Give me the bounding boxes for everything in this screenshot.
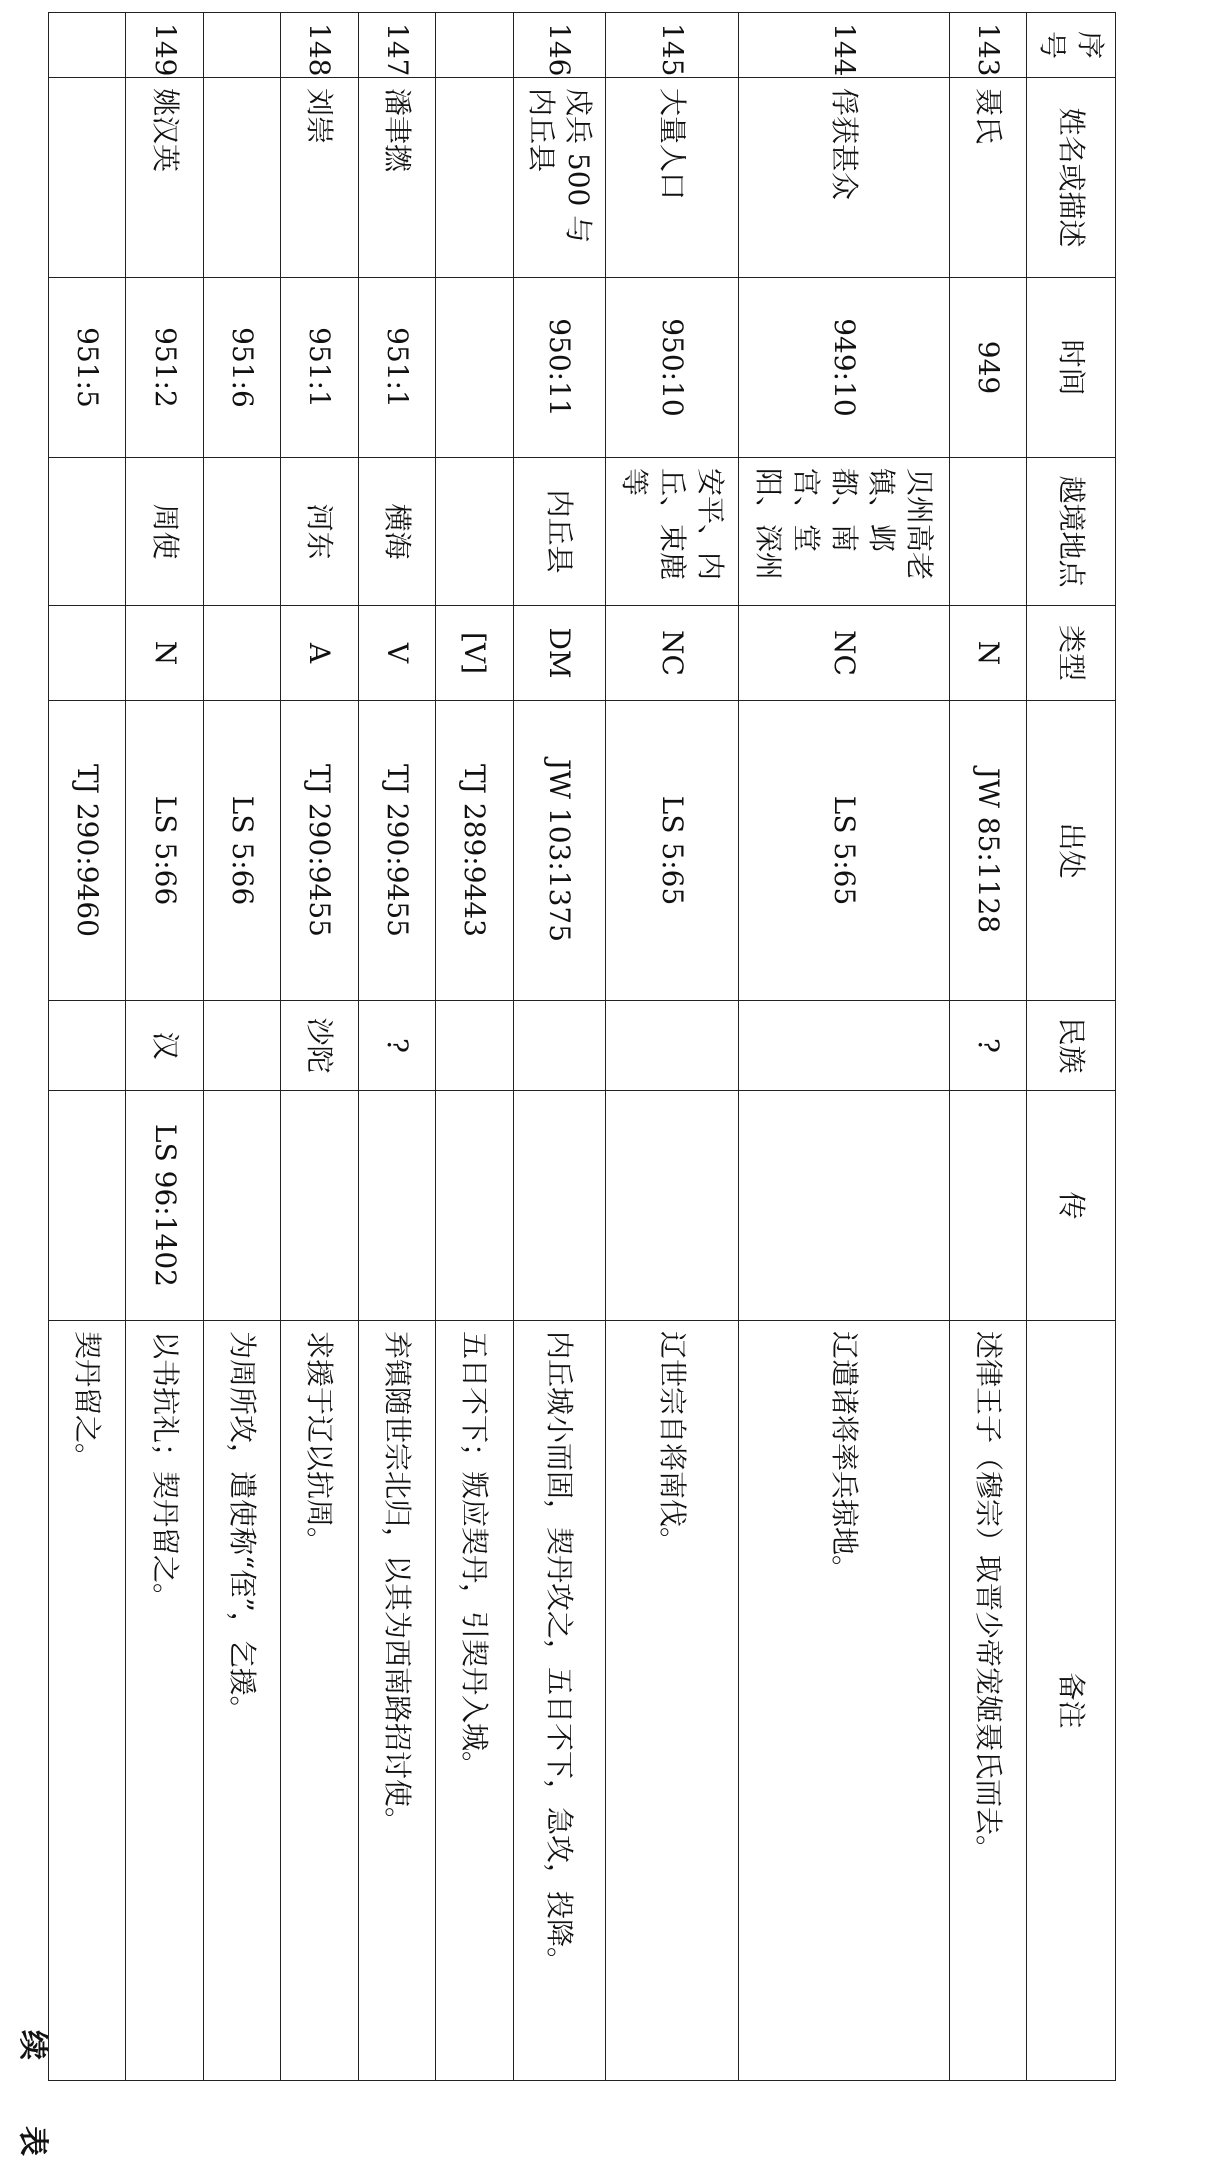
cell-name — [49, 78, 126, 278]
cell-note: 以书抗礼；契丹留之。 — [126, 1321, 203, 2081]
header-cell-ethnicity: 民族 — [1027, 1001, 1116, 1091]
cell-note: 契丹留之。 — [49, 1321, 126, 2081]
cell-name — [436, 78, 513, 278]
cell-source: LS 5:66 — [203, 701, 280, 1001]
table-row — [358, 13, 435, 2081]
cell-type — [203, 606, 280, 701]
cell-place — [49, 458, 126, 606]
cell-name: 俘获甚众 — [738, 78, 949, 278]
cell-ethnicity: ? — [949, 1001, 1026, 1091]
cell-no — [436, 13, 513, 78]
cell-no: 143 — [949, 13, 1026, 78]
cell-biography — [281, 1091, 358, 1321]
cell-note: 述律王子（穆宗）取晋少帝宠姬聂氏而去。 — [949, 1321, 1026, 2081]
header-cell-type: 类型 — [1027, 606, 1116, 701]
cell-source: JW 103:1375 — [513, 701, 606, 1001]
table-row — [203, 13, 280, 2081]
cell-biography — [606, 1091, 738, 1321]
header-cell-biography: 传 — [1027, 1091, 1116, 1321]
cell-no — [49, 13, 126, 78]
cell-name: 姚汉英 — [126, 78, 203, 278]
cell-no: 144 — [738, 13, 949, 78]
cell-biography — [436, 1091, 513, 1321]
cell-type: A — [281, 606, 358, 701]
cell-note: 弃镇随世宗北归，以其为西南路招讨使。 — [358, 1321, 435, 2081]
cell-type: DM — [513, 606, 606, 701]
cell-name: 聂氏 — [949, 78, 1026, 278]
cell-source: LS 5:66 — [126, 701, 203, 1001]
cell-time: 951:6 — [203, 278, 280, 458]
cell-biography — [358, 1091, 435, 1321]
cell-note: 求援于辽以抗周。 — [281, 1321, 358, 2081]
cell-type: V — [358, 606, 435, 701]
cell-biography: LS 96:1402 — [126, 1091, 203, 1321]
cell-no: 145 — [606, 13, 738, 78]
cell-time: 950:10 — [606, 278, 738, 458]
cell-source: JW 85:1128 — [949, 701, 1026, 1001]
cell-source: LS 5:65 — [738, 701, 949, 1001]
cell-ethnicity: 沙陀 — [281, 1001, 358, 1091]
cell-type: NC — [606, 606, 738, 701]
cell-place: 周使 — [126, 458, 203, 606]
data-table — [48, 12, 1116, 2081]
table-row — [513, 13, 606, 2081]
cell-type — [49, 606, 126, 701]
cell-name — [203, 78, 280, 278]
cell-place: 贝州高老镇、邺都、南宫、堂阳、深州 — [738, 458, 949, 606]
cell-no: 148 — [281, 13, 358, 78]
cell-place: 安平、内丘、束鹿等 — [606, 458, 738, 606]
table-row — [126, 13, 203, 2081]
cell-ethnicity: 汉 — [126, 1001, 203, 1091]
cell-source: TJ 290:9455 — [281, 701, 358, 1001]
cell-place — [436, 458, 513, 606]
cell-no: 149 — [126, 13, 203, 78]
cell-no: 147 — [358, 13, 435, 78]
cell-time: 950:11 — [513, 278, 606, 458]
continuation-label: 续 表 — [15, 2030, 50, 2174]
cell-no — [203, 13, 280, 78]
cell-source: TJ 289:9443 — [436, 701, 513, 1001]
cell-note: 辽遣诸将率兵掠地。 — [738, 1321, 949, 2081]
header-cell-note: 备注 — [1027, 1321, 1116, 2081]
cell-time — [436, 278, 513, 458]
header-cell-place: 越境地点 — [1027, 458, 1116, 606]
cell-no: 146 — [513, 13, 606, 78]
cell-ethnicity: ? — [358, 1001, 435, 1091]
table-row — [949, 13, 1026, 2081]
cell-source: LS 5:65 — [606, 701, 738, 1001]
cell-place — [949, 458, 1026, 606]
cell-source: TJ 290:9455 — [358, 701, 435, 1001]
cell-place: 河东 — [281, 458, 358, 606]
cell-biography — [49, 1091, 126, 1321]
cell-biography — [203, 1091, 280, 1321]
table-row — [281, 13, 358, 2081]
cell-note: 五日不下；叛应契丹，引契丹入城。 — [436, 1321, 513, 2081]
header-cell-name: 姓名或描述 — [1027, 78, 1116, 278]
cell-ethnicity — [738, 1001, 949, 1091]
cell-place: 横海 — [358, 458, 435, 606]
cell-biography — [513, 1091, 606, 1321]
cell-time: 951:1 — [358, 278, 435, 458]
cell-ethnicity — [49, 1001, 126, 1091]
cell-place — [203, 458, 280, 606]
cell-time: 949:10 — [738, 278, 949, 458]
cell-ethnicity — [606, 1001, 738, 1091]
cell-note: 内丘城小而固，契丹攻之，五日不下，急攻，投降。 — [513, 1321, 606, 2081]
header-cell-time: 时间 — [1027, 278, 1116, 458]
cell-ethnicity — [513, 1001, 606, 1091]
table-row — [606, 13, 738, 2081]
cell-note: 辽世宗自将南伐。 — [606, 1321, 738, 2081]
cell-name: 潘聿撚 — [358, 78, 435, 278]
cell-time: 949 — [949, 278, 1026, 458]
cell-note: 为周所攻，遣使称“侄”，乞援。 — [203, 1321, 280, 2081]
cell-time: 951:5 — [49, 278, 126, 458]
cell-name: 戍兵 500 与内丘县 — [513, 78, 606, 278]
cell-type: N — [126, 606, 203, 701]
header-cell-source: 出处 — [1027, 701, 1116, 1001]
cell-time: 951:1 — [281, 278, 358, 458]
table-row — [436, 13, 513, 2081]
cell-type: NC — [738, 606, 949, 701]
cell-biography — [949, 1091, 1026, 1321]
cell-type: [V] — [436, 606, 513, 701]
table-row — [738, 13, 949, 2081]
header-cell-no: 序号 — [1027, 13, 1116, 78]
cell-name: 刘崇 — [281, 78, 358, 278]
cell-type: N — [949, 606, 1026, 701]
cell-ethnicity — [203, 1001, 280, 1091]
cell-biography — [738, 1091, 949, 1321]
cell-place: 内丘县 — [513, 458, 606, 606]
table-row — [49, 13, 126, 2081]
cell-time: 951:2 — [126, 278, 203, 458]
header-row — [1027, 13, 1116, 2081]
cell-name: 大量人口 — [606, 78, 738, 278]
cell-ethnicity — [436, 1001, 513, 1091]
cell-source: TJ 290:9460 — [49, 701, 126, 1001]
